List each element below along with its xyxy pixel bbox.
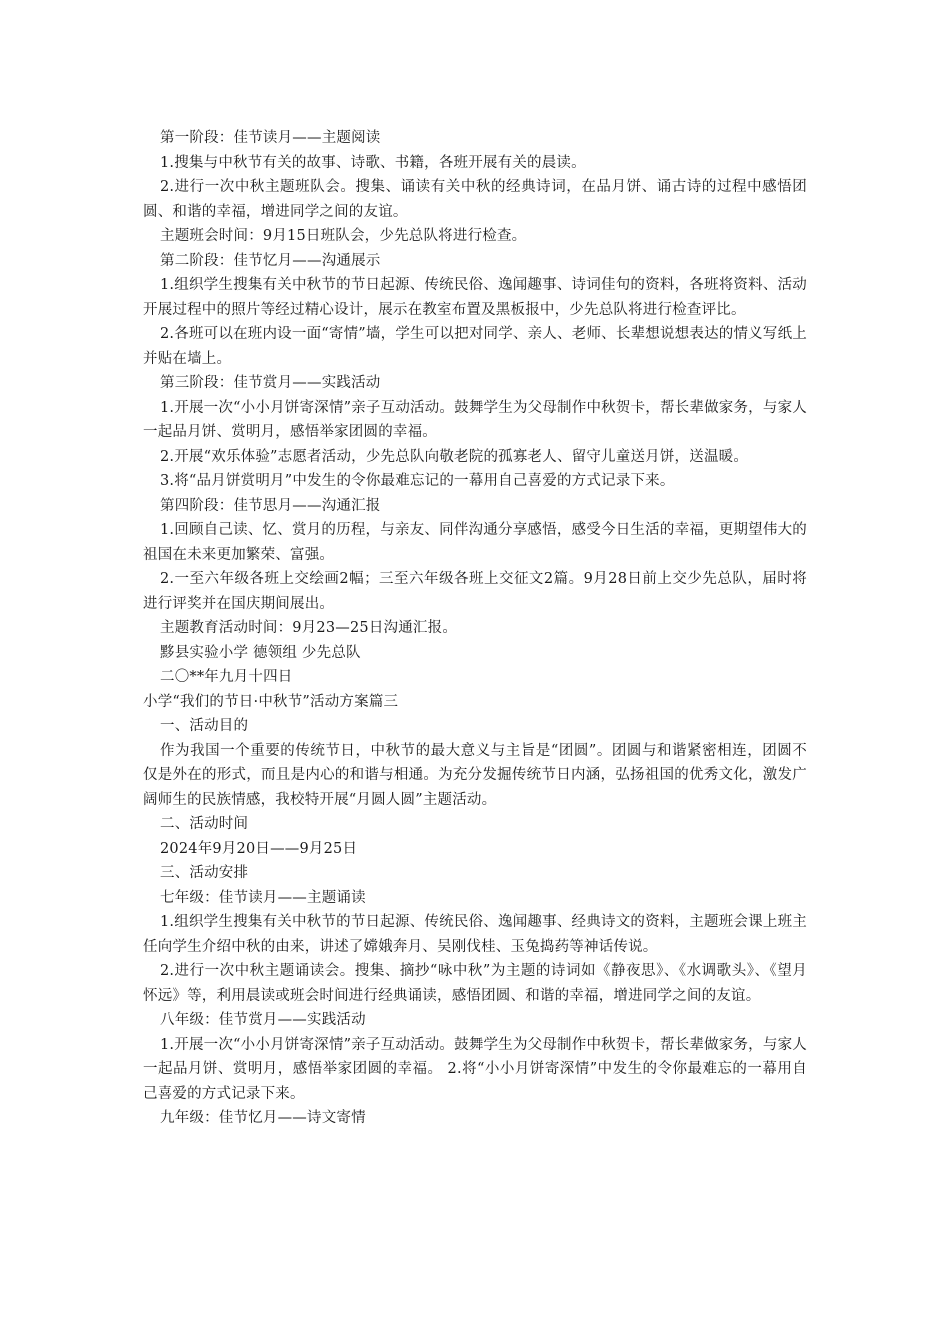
paragraph: 九年级：佳节忆月——诗文寄情 <box>160 1110 366 1126</box>
paragraph: 1.搜集与中秋节有关的故事、诗歌、书籍，各班开展有关的晨读。 <box>160 154 586 171</box>
paragraph: 三、活动安排 <box>160 865 249 881</box>
paragraph: 小学“我们的节日·中秋节”活动方案篇三 <box>143 693 399 710</box>
paragraph: 2.进行一次中秋主题班队会。搜集、诵读有关中秋的经典诗词，在品月饼、诵古诗的过程中感悟团圆、和谐的幸福，增进同学之间的友谊。 <box>143 179 807 220</box>
paragraph: 1.组织学生搜集有关中秋节的节日起源、传统民俗、逸闻趣事、经典诗文的资料，主题班会课上班主任向学生介绍中秋的由来，讲述了嫦娥奔月、吴刚伐桂、玉兔捣药等神话传说。 <box>143 914 807 955</box>
paragraph: 第一阶段：佳节读月——主题阅读 <box>160 130 381 146</box>
paragraph: 主题班会时间：9月15日班队会，少先总队将进行检查。 <box>160 228 527 244</box>
paragraph: 七年级：佳节读月——主题诵读 <box>160 889 366 906</box>
paragraph: 八年级：佳节赏月——实践活动 <box>160 1012 366 1028</box>
paragraph: 2.进行一次中秋主题诵读会。搜集、摘抄“咏中秋”为主题的诗词如《静夜思》、《水调歌头》、《望月怀远》等，利用晨读或班会时间进行经典诵读，感悟团圆、和谐的幸福，增进同学之间的友谊。 <box>143 963 807 1004</box>
paragraph: 第四阶段：佳节思月——沟通汇报 <box>160 497 381 514</box>
paragraph: 一、活动目的 <box>160 718 249 734</box>
paragraph: 主题教育活动时间：9月23—25日沟通汇报。 <box>160 620 458 636</box>
paragraph: 二〇**年九月十四日 <box>160 669 293 685</box>
paragraph: 作为我国一个重要的传统节日，中秋节的最大意义与主旨是“团圆”。团圆与和谐紧密相连，团圆不仅是外在的形式，而且是内心的和谐与相通。为充分发掘传统节日内涵，弘扬祖国的优秀文化，激发广阔师生的民族情感，我校特开展“月圆人圆”主题活动。 <box>143 742 807 808</box>
paragraph: 2024年9月20日——9月25日 <box>160 840 358 857</box>
paragraph: 1.开展一次“小小月饼寄深情”亲子互动活动。鼓舞学生为父母制作中秋贺卡，帮长辈做家务，与家人一起品月饼、赏明月，感悟举家团圆的幸福。 <box>143 399 807 440</box>
paragraph: 1.开展一次“小小月饼寄深情”亲子互动活动。鼓舞学生为父母制作中秋贺卡，帮长辈做家务，与家人一起品月饼、赏明月，感悟举家团圆的幸福。 2.将“小小月饼寄深情”中发生的令你最难忘的一幕用自己喜爱的方式记录下来。 <box>143 1036 807 1102</box>
paragraph: 2.一至六年级各班上交绘画2幅；三至六年级各班上交征文2篇。9月28日前上交少先总队，届时将进行评奖并在国庆期间展出。 <box>143 571 807 612</box>
paragraph: 2.开展“欢乐体验”志愿者活动，少先总队向敬老院的孤寡老人、留守儿童送月饼，送温暖。 <box>160 448 749 465</box>
paragraph: 第二阶段：佳节忆月——沟通展示 <box>160 252 381 269</box>
document-body <box>143 126 807 1131</box>
paragraph: 黟县实验小学 德领组 少先总队 <box>160 644 361 661</box>
paragraph: 3.将“品月饼赏明月”中发生的令你最难忘记的一幕用自己喜爱的方式记录下来。 <box>160 473 675 489</box>
paragraph: 1.回顾自己读、忆、赏月的历程，与亲友、同伴沟通分享感悟，感受今日生活的幸福，更期望伟大的祖国在未来更加繁荣、富强。 <box>143 522 807 563</box>
paragraph: 第三阶段：佳节赏月——实践活动 <box>160 375 381 391</box>
paragraph: 二、活动时间 <box>160 816 249 832</box>
paragraph: 2.各班可以在班内设一面“寄情”墙，学生可以把对同学、亲人、老师、长辈想说想表达的情义写纸上并贴在墙上。 <box>143 326 807 367</box>
paragraph: 1.组织学生搜集有关中秋节的节日起源、传统民俗、逸闻趣事、诗词佳句的资料，各班将资料、活动开展过程中的照片等经过精心设计，展示在教室布置及黑板报中，少先总队将进行检查评比。 <box>143 277 807 318</box>
